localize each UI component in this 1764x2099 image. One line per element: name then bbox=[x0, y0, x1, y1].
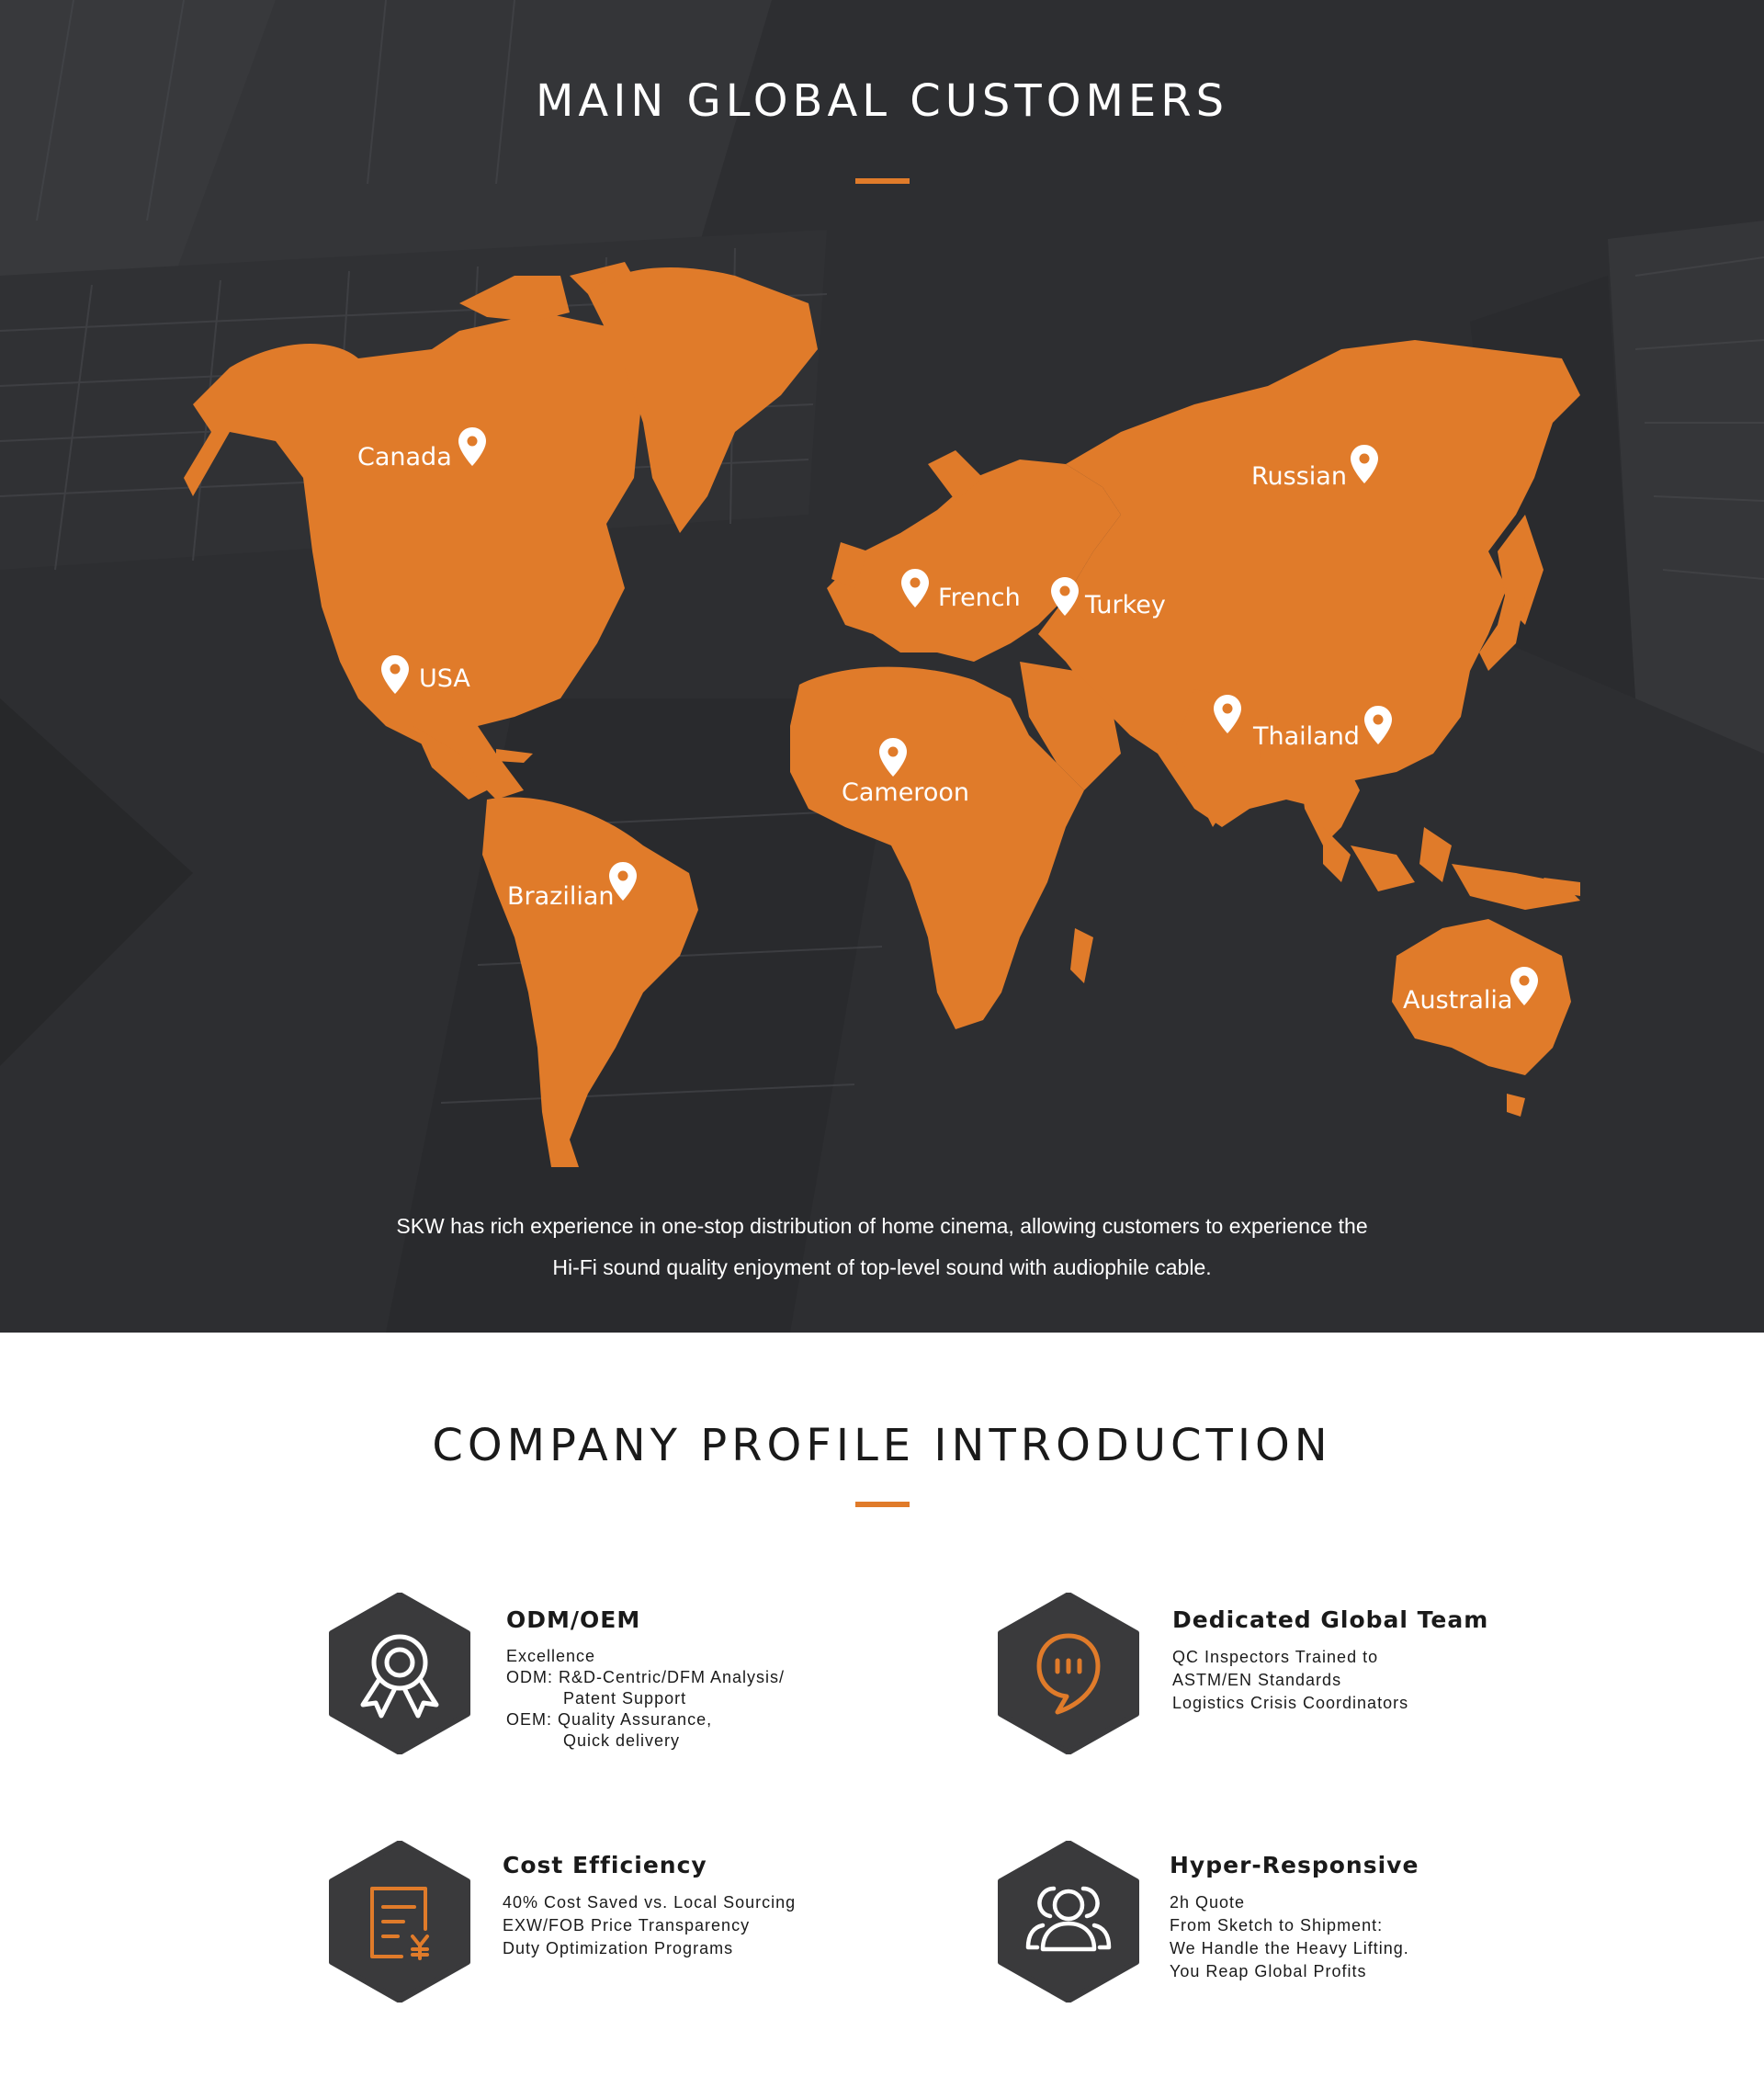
description-line-1: SKW has rich experience in one-stop distribution of home cinema, allowing customers to experience the bbox=[396, 1214, 1368, 1238]
title-accent-bar bbox=[855, 1502, 910, 1507]
map-label-brazilian: Brazilian bbox=[507, 882, 615, 911]
map-label-french: French bbox=[938, 584, 1021, 612]
feature-title: Cost Efficiency bbox=[503, 1852, 707, 1878]
map-label-thailand: Thailand bbox=[1253, 722, 1360, 751]
feature-line: From Sketch to Shipment: bbox=[1170, 1916, 1384, 1934]
location-pin-icon bbox=[1350, 444, 1379, 484]
feature-line: ASTM/EN Standards bbox=[1172, 1671, 1342, 1689]
location-pin-icon bbox=[380, 654, 410, 695]
map-label-turkey: Turkey bbox=[1085, 591, 1166, 619]
map-label-russian: Russian bbox=[1251, 462, 1347, 491]
location-pin-icon bbox=[900, 568, 930, 608]
hexagon-badge bbox=[328, 1841, 471, 2003]
feature-description bbox=[1170, 1891, 1409, 1983]
feature-line: Duty Optimization Programs bbox=[503, 1939, 734, 1957]
location-pin-icon bbox=[1363, 705, 1393, 745]
map-label-canada: Canada bbox=[357, 443, 452, 471]
map-label-australia: Australia bbox=[1403, 986, 1513, 1015]
map-label-cameroon: Cameroon bbox=[842, 778, 969, 807]
company-profile-section bbox=[0, 1333, 1764, 2099]
feature-title: ODM/OEM bbox=[506, 1606, 641, 1633]
hexagon-badge bbox=[328, 1593, 471, 1754]
global-customers-title: MAIN GLOBAL CUSTOMERS bbox=[535, 75, 1229, 127]
feature-line: 40% Cost Saved vs. Local Sourcing bbox=[503, 1893, 797, 1912]
feature-line: Patent Support bbox=[563, 1689, 687, 1708]
feature-line: 2h Quote bbox=[1170, 1893, 1246, 1912]
feature-line: Logistics Crisis Coordinators bbox=[1172, 1694, 1409, 1712]
feature-line: Quick delivery bbox=[563, 1731, 681, 1750]
company-profile-title: COMPANY PROFILE INTRODUCTION bbox=[432, 1420, 1332, 1471]
location-pin-icon bbox=[1213, 694, 1242, 734]
feature-title: Hyper-Responsive bbox=[1170, 1852, 1419, 1878]
feature-line: OEM: Quality Assurance, bbox=[506, 1710, 713, 1729]
hexagon-badge bbox=[997, 1841, 1140, 2003]
location-pin-icon bbox=[1050, 576, 1080, 617]
feature-line: Excellence bbox=[506, 1647, 596, 1665]
location-pin-icon bbox=[1510, 966, 1539, 1006]
customers-description bbox=[276, 1206, 1488, 1288]
feature-line: EXW/FOB Price Transparency bbox=[503, 1916, 751, 1934]
feature-line: ODM: R&D-Centric/DFM Analysis/ bbox=[506, 1668, 786, 1686]
feature-title: Dedicated Global Team bbox=[1172, 1606, 1489, 1633]
feature-line: You Reap Global Profits bbox=[1170, 1962, 1367, 1980]
description-line-2: Hi-Fi sound quality enjoyment of top-level sound with audiophile cable. bbox=[552, 1255, 1212, 1279]
location-pin-icon bbox=[878, 737, 908, 777]
hexagon-badge bbox=[997, 1593, 1140, 1754]
feature-line: We Handle the Heavy Lifting. bbox=[1170, 1939, 1409, 1957]
map-label-usa: USA bbox=[419, 664, 470, 693]
feature-description bbox=[503, 1891, 796, 1960]
feature-description bbox=[506, 1646, 785, 1752]
feature-description bbox=[1172, 1646, 1408, 1715]
feature-line: QC Inspectors Trained to bbox=[1172, 1648, 1379, 1666]
location-pin-icon bbox=[458, 426, 487, 467]
